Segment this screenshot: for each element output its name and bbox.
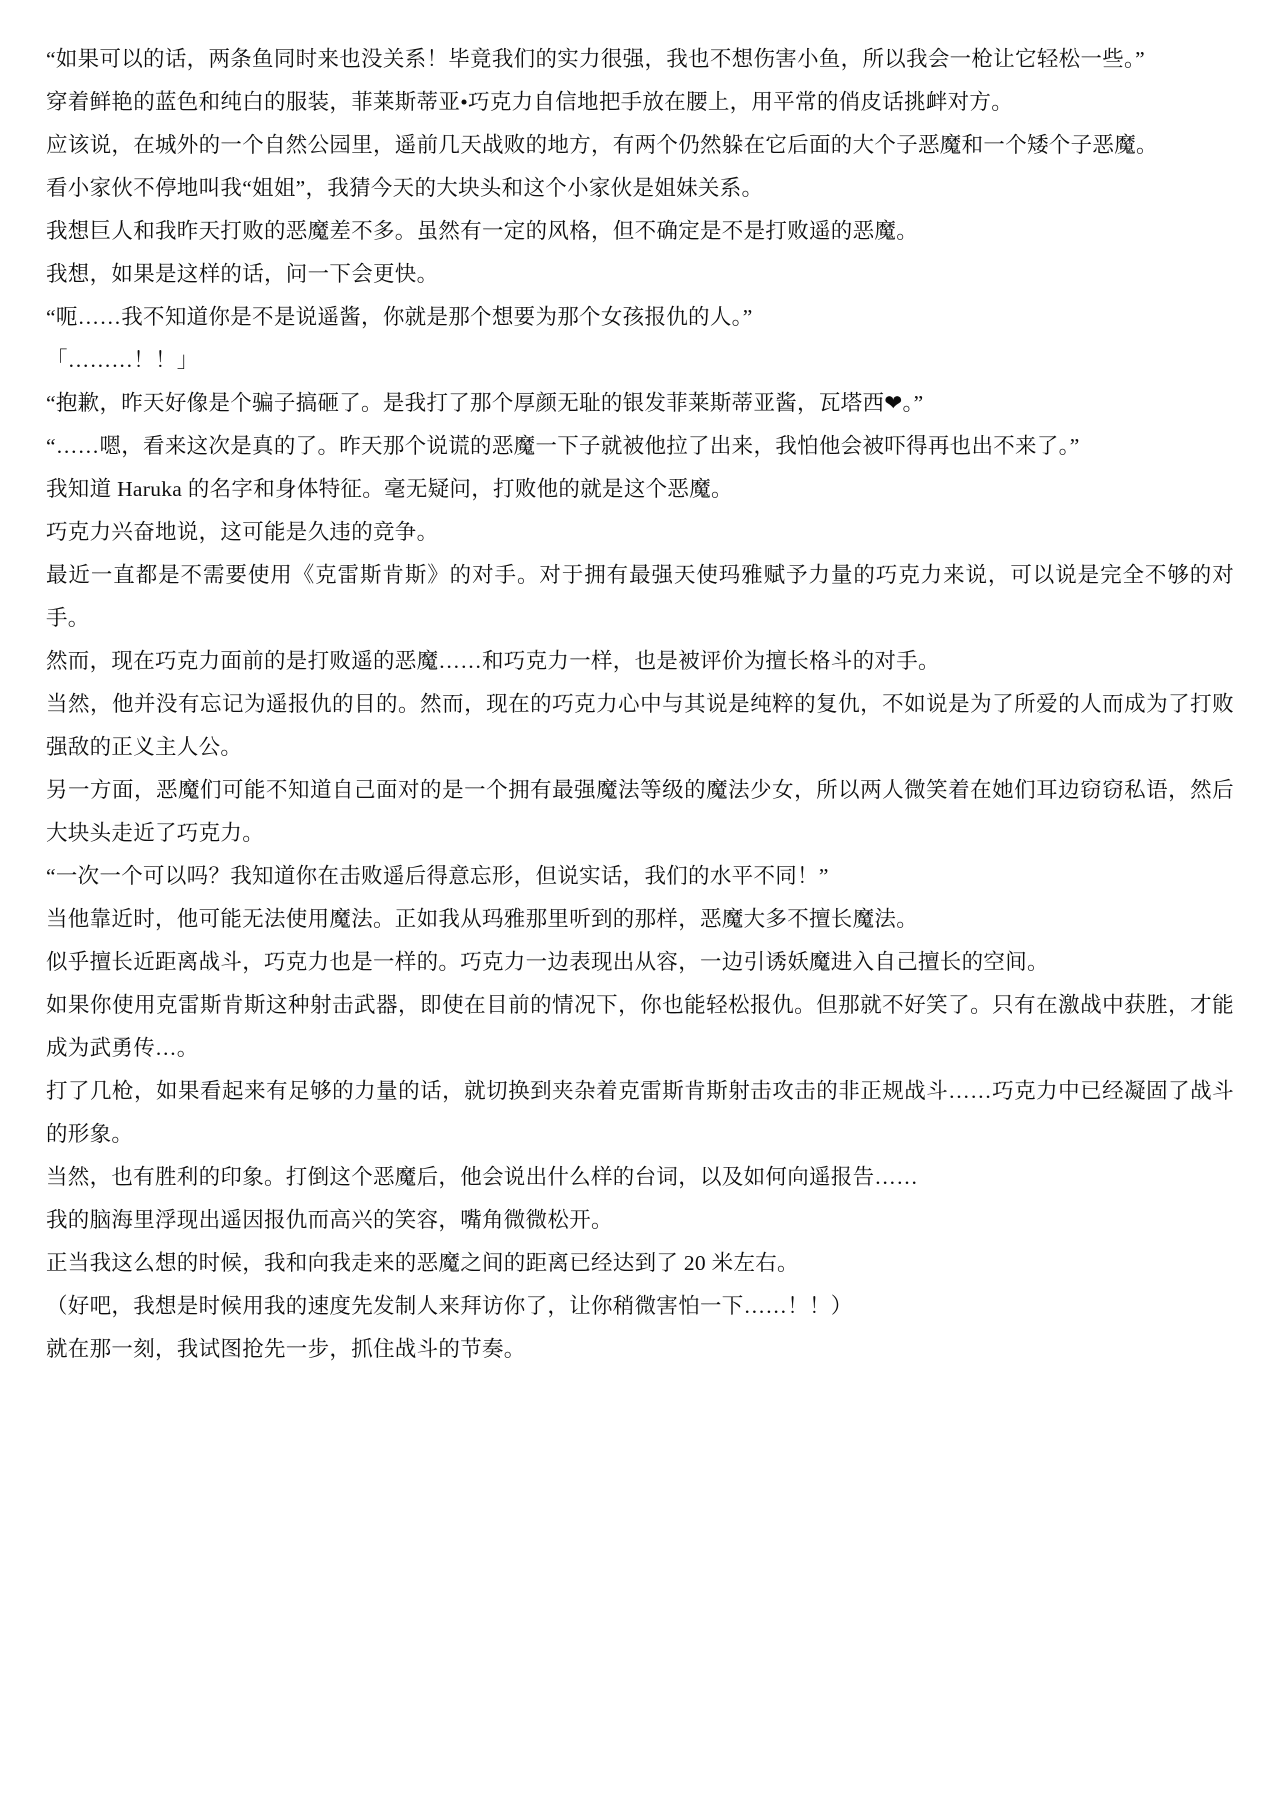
paragraph: 正当我这么想的时候，我和向我走来的恶魔之间的距离已经达到了 20 米左右。 — [46, 1251, 799, 1275]
paragraph: “如果可以的话，两条鱼同时来也没关系！毕竟我们的实力很强，我也不想伤害小鱼，所以我会一枪让它轻松一些。” — [46, 47, 1145, 71]
paragraph: 应该说，在城外的一个自然公园里，遥前几天战败的地方，有两个仍然躲在它后面的大个子恶魔和一个矮个子恶魔。 — [46, 133, 1158, 157]
paragraph: “呃……我不知道你是不是说遥酱，你就是那个想要为那个女孩报仇的人。” — [46, 305, 753, 329]
paragraph: 然而，现在巧克力面前的是打败遥的恶魔……和巧克力一样，也是被评价为擅长格斗的对手。 — [46, 649, 940, 673]
paragraph: 穿着鲜艳的蓝色和纯白的服装，菲莱斯蒂亚•巧克力自信地把手放在腰上，用平常的俏皮话挑衅对方。 — [46, 90, 1014, 114]
document-body — [46, 38, 1234, 1371]
paragraph: 似乎擅长近距离战斗，巧克力也是一样的。巧克力一边表现出从容，一边引诱妖魔进入自己擅长的空间。 — [46, 950, 1049, 974]
paragraph: “……嗯，看来这次是真的了。昨天那个说谎的恶魔一下子就被他拉了出来，我怕他会被吓得再也出不来了。” — [46, 434, 1080, 458]
paragraph: 如果你使用克雷斯肯斯这种射击武器，即使在目前的情况下，你也能轻松报仇。但那就不好笑了。只有在激战中获胜，才能成为武勇传…。 — [46, 993, 1234, 1060]
paragraph: “抱歉，昨天好像是个骗子搞砸了。是我打了那个厚颜无耻的银发菲莱斯蒂亚酱，瓦塔西❤。” — [46, 391, 924, 415]
paragraph: 当然，他并没有忘记为遥报仇的目的。然而，现在的巧克力心中与其说是纯粹的复仇，不如说是为了所爱的人而成为了打败强敌的正义主人公。 — [46, 692, 1234, 759]
paragraph: 打了几枪，如果看起来有足够的力量的话，就切换到夹杂着克雷斯肯斯射击攻击的非正规战斗……巧克力中已经凝固了战斗的形象。 — [46, 1079, 1234, 1146]
paragraph: 「………！！」 — [46, 348, 199, 372]
paragraph: （好吧，我想是时候用我的速度先发制人来拜访你了，让你稍微害怕一下……！！） — [46, 1294, 853, 1318]
paragraph: 我知道 Haruka 的名字和身体特征。毫无疑问，打败他的就是这个恶魔。 — [46, 477, 733, 501]
paragraph: 就在那一刻，我试图抢先一步，抓住战斗的节奏。 — [46, 1337, 526, 1361]
paragraph: 另一方面，恶魔们可能不知道自己面对的是一个拥有最强魔法等级的魔法少女，所以两人微笑着在她们耳边窃窃私语，然后大块头走近了巧克力。 — [46, 778, 1234, 845]
paragraph: 看小家伙不停地叫我“姐姐”，我猜今天的大块头和这个小家伙是姐妹关系。 — [46, 176, 764, 200]
paragraph: 我想，如果是这样的话，问一下会更快。 — [46, 262, 439, 286]
paragraph: 最近一直都是不需要使用《克雷斯肯斯》的对手。对于拥有最强天使玛雅赋予力量的巧克力来说，可以说是完全不够的对手。 — [46, 563, 1234, 630]
paragraph: “一次一个可以吗？我知道你在击败遥后得意忘形，但说实话，我们的水平不同！” — [46, 864, 829, 888]
paragraph: 巧克力兴奋地说，这可能是久违的竞争。 — [46, 520, 439, 544]
paragraph: 当然，也有胜利的印象。打倒这个恶魔后，他会说出什么样的台词，以及如何向遥报告…… — [46, 1165, 919, 1189]
paragraph: 我想巨人和我昨天打败的恶魔差不多。虽然有一定的风格，但不确定是不是打败遥的恶魔。 — [46, 219, 919, 243]
paragraph: 当他靠近时，他可能无法使用魔法。正如我从玛雅那里听到的那样，恶魔大多不擅长魔法。 — [46, 907, 919, 931]
paragraph: 我的脑海里浮现出遥因报仇而高兴的笑容，嘴角微微松开。 — [46, 1208, 613, 1232]
